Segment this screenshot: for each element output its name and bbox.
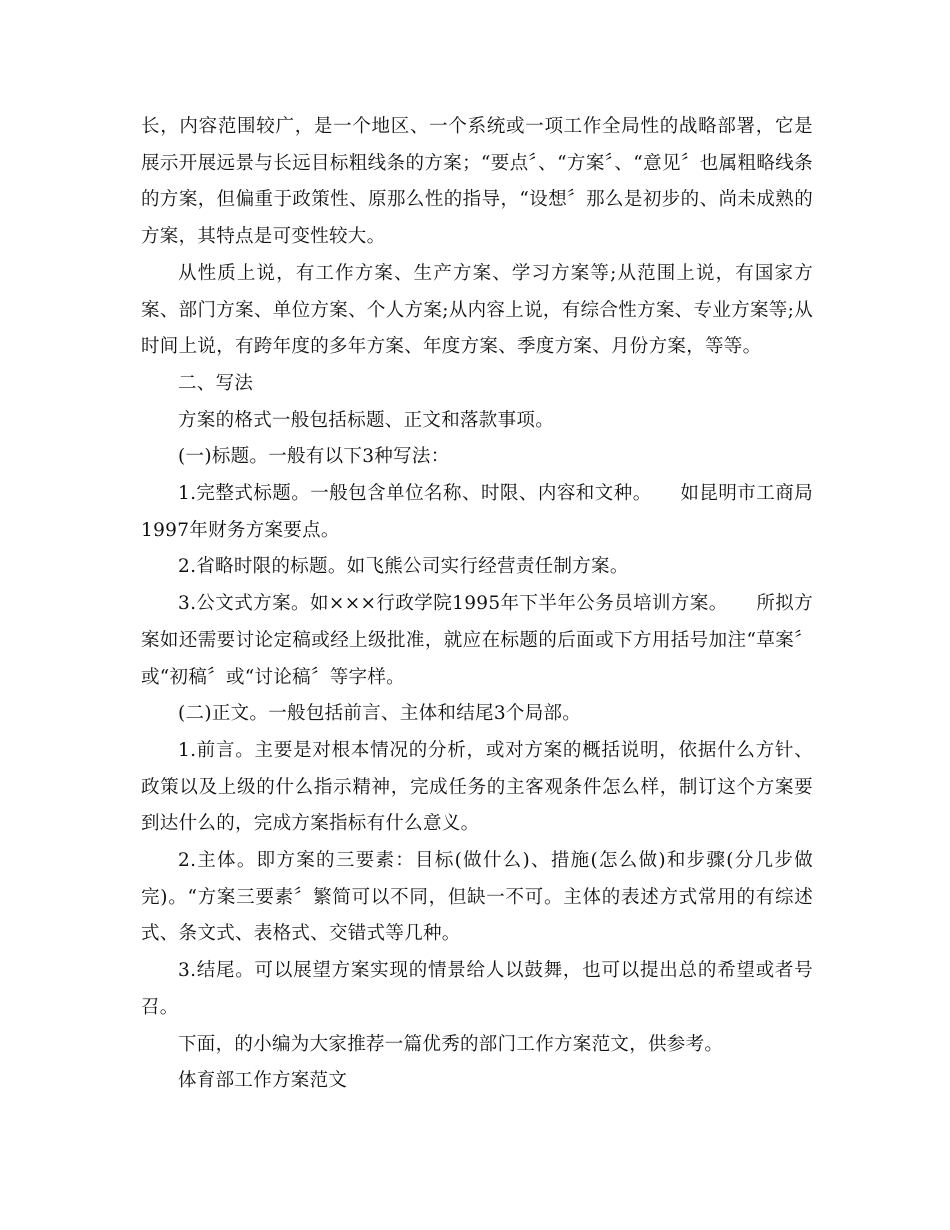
document-body: [141, 109, 813, 1100]
paragraph-9: 3.结尾。可以展望方案实现的情景给人以鼓舞，也可以提出总的希望或者号召。: [141, 960, 813, 1018]
paragraph-1: 长，内容范围较广，是一个地区、一个系统或一项工作全局性的战略部署，它是展示开展远景与长远目标粗线条的方案；“要点〞、“方案〞、“意见〞也属粗略线条的方案，但偏重于政策性、原那么性的指导，“设想〞那么是初步的、尚未成熟的方案，其特点是可变性较大。: [141, 116, 813, 248]
sample-title: 体育部工作方案范文: [178, 1070, 348, 1092]
paragraph-6: 3.公文式方案。如×××行政学院1995年下半年公务员培训方案。 所拟方案如还需要讨论定稿或经上级批准，就应在标题的后面或下方用括号加注“草案〞或“初稿〞或“讨论稿〞等字样。: [141, 593, 813, 688]
subheading-title: (一)标题。一般有以下3种写法：: [178, 446, 450, 468]
section-heading-writing: 二、写法: [178, 372, 254, 394]
paragraph-10: 下面，的小编为大家推荐一篇优秀的部门工作方案范文，供参考。: [178, 1033, 724, 1055]
paragraph-4: 1.完整式标题。一般包含单位名称、时限、内容和文种。 如昆明市工商局1997年财务方案要点。: [141, 483, 813, 541]
paragraph-8: 2.主体。即方案的三要素：目标(做什么)、措施(怎么做)和步骤(分几步做完)。“方案三要素〞繁简可以不同，但缺一不可。主体的表述方式常用的有综述式、条文式、表格式、交错式等几种。: [141, 850, 813, 945]
paragraph-2: 从性质上说，有工作方案、生产方案、学习方案等;从范围上说，有国家方案、部门方案、单位方案、个人方案;从内容上说，有综合性方案、专业方案等;从时间上说，有跨年度的多年方案、年度方案、季度方案、月份方案，等等。: [141, 262, 813, 358]
paragraph-3: 方案的格式一般包括标题、正文和落款事项。: [178, 409, 555, 431]
paragraph-5: 2.省略时限的标题。如飞熊公司实行经营责任制方案。: [178, 556, 629, 578]
subheading-body: (二)正文。一般包括前言、主体和结尾3个局部。: [178, 703, 582, 725]
paragraph-7: 1.前言。主要是对根本情况的分析，或对方案的概括说明，依据什么方针、政策以及上级的什么指示精神，完成任务的主客观条件怎么样，制订这个方案要到达什么的，完成方案指标有什么意义。: [141, 739, 813, 835]
